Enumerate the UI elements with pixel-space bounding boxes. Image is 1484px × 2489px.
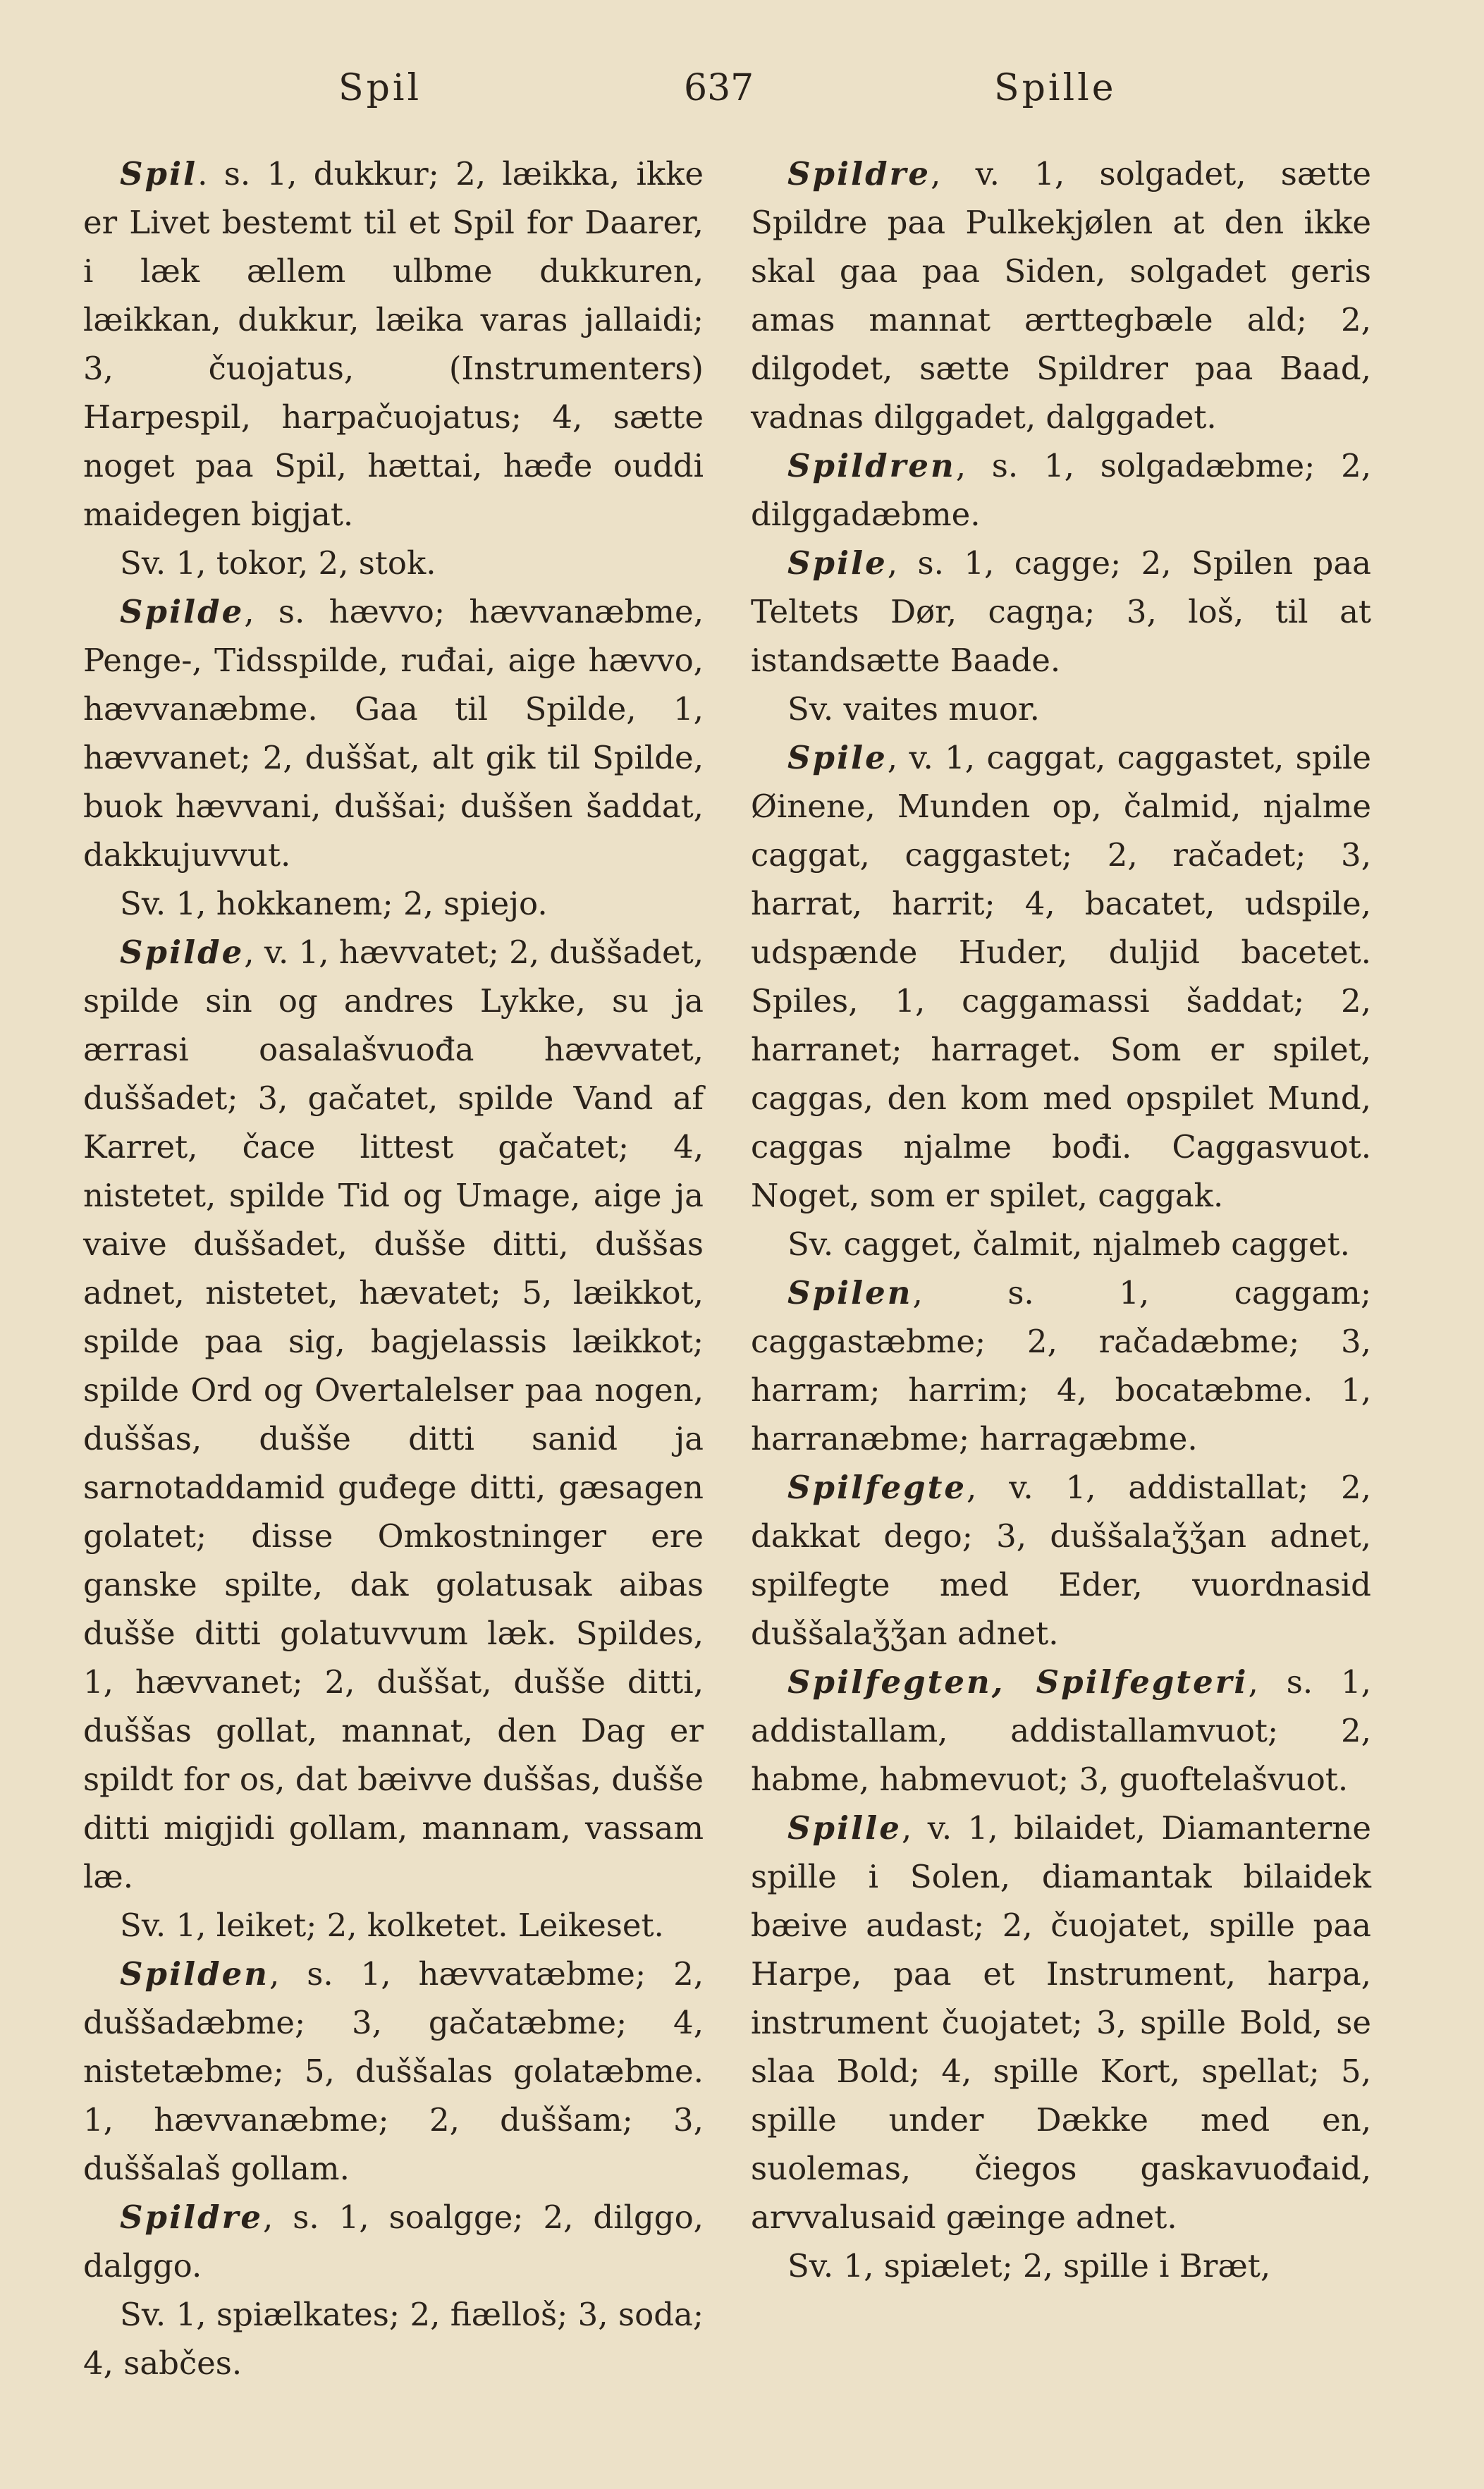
left-column (83, 149, 704, 2387)
header-left-guideword: Spil (338, 67, 422, 109)
entry-spilfegten: Spilfegten, Spilfegteri, s. 1, addistallam, addistallamvuot; 2, habme, habmevuot; 3, guoftelašvuot. (751, 1663, 1371, 1798)
sv-note: Sv. 1, spiælet; 2, spille i Bræt, (787, 2247, 1271, 2285)
running-header (0, 67, 1484, 123)
sv-note: Sv. 1, spiælkates; 2, fiælloš; 3, soda; 4, sabčes. (83, 2296, 704, 2382)
sv-note: Sv. 1, leiket; 2, kolketet. Leikeset. (120, 1907, 664, 1944)
header-right-guideword: Spille (994, 67, 1117, 109)
entry-spil: Spil. s. 1, dukkur; 2, læikka, ikke er Livet bestemt til et Spil for Daarer, i læk ællem ulbme dukkuren, læikkan, dukkur, læika varas jallaidi; 3, čuojatus, (Instrumenters) Harpespil, harpačuojatus; 4, sætte noget paa Spil, hættai, hæđe ouddi maidegen bigjat. (83, 155, 704, 533)
sv-note: Sv. 1, tokor, 2, stok. (120, 544, 436, 582)
entry-spildre-noun: Spildre, s. 1, soalgge; 2, dilggo, dalggo. (83, 2198, 704, 2285)
entry-spilden: Spilden, s. 1, hævvatæbme; 2, duššadæbme; 3, gačatæbme; 4, nistetæbme; 5, duššalas golatæbme. 1, hævvanæbme; 2, duššam; 3, duššalaš gollam. (83, 1955, 704, 2187)
entry-spildre-verb: Spildre, v. 1, solgadet, sætte Spildre paa Pulkekjølen at den ikke skal gaa paa Siden, solgadet geris amas mannat ærttegbæle ald; 2, dilgodet, sætte Spildrer paa Baad, vadnas dilggadet, dalggadet. (751, 155, 1371, 436)
entry-spilde-noun: Spilde, s. hævvo; hævvanæbme, Penge-, Tidsspilde, ruđai, aige hævvo, hævvanæbme. Gaa til Spilde, 1, hævvanet; 2, duššat, alt gik til Spilde, buok hævvani, duššai; duššen šaddat, dakkujuvvut. (83, 593, 704, 874)
entry-spilen: Spilen, s. 1, caggam; caggastæbme; 2, račadæbme; 3, harram; harrim; 4, bocatæbme. 1, harranæbme; harragæbme. (751, 1274, 1371, 1457)
sv-note: Sv. cagget, čalmit, njalmeb cagget. (787, 1225, 1350, 1263)
entry-spildren: Spildren, s. 1, solgadæbme; 2, dilggadæbme. (751, 447, 1371, 533)
sv-note: Sv. vaites muor. (787, 690, 1040, 728)
entry-spile-verb: Spile, v. 1, caggat, caggastet, spile Øinene, Munden op, čalmid, njalme caggat, caggastet; 2, račadet; 3, harrat, harrit; 4, bacatet, udspile, udspænde Huder, duljid bacetet. Spiles, 1, caggamassi šaddat; 2, harranet; harraget. Som er spilet, caggas, den kom med opspilet Mund, caggas njalme bođi. Caggasvuot. Noget, som er spilet, caggak. (751, 739, 1371, 1214)
entry-spille: Spille, v. 1, bilaidet, Diamanterne spille i Solen, diamantak bilaidek bæive audast; 2, čuojatet, spille paa Harpe, paa et Instrument, harpa, instrument čuojatet; 3, spille Bold, se slaa Bold; 4, spille Kort, spellat; 5, spille under Dække med en, suolemas, čiegos gaskavuođaid, arvvalusaid gæinge adnet. (751, 1809, 1371, 2236)
right-column (751, 149, 1371, 2290)
entry-spilde-verb: Spilde, v. 1, hævvatet; 2, duššadet, spilde sin og andres Lykke, su ja ærrasi oasalašvuođa hævvatet, duššadet; 3, gačatet, spilde Vand af Karret, čace littest gačatet; 4, nistetet, spilde Tid og Umage, aige ja vaive duššadet, dušše ditti, duššas adnet, nistetet, hævatet; 5, læikkot, spilde paa sig, bagjelassis læikkot; spilde Ord og Overtalelser paa nogen, duššas, dušše ditti sanid ja sarnotaddamid guđege ditti, gæsagen golatet; disse Omkostninger ere ganske spilte, dak golatusak aibas dušše ditti golatuvvum læk. Spildes, 1, hævvanet; 2, duššat, dušše ditti, duššas gollat, mannat, den Dag er spildt for os, dat bæivve duššas, dušše ditti migjidi gollam, mannam, vassam læ. (83, 934, 704, 1895)
entry-spilfegte: Spilfegte, v. 1, addistallat; 2, dakkat dego; 3, duššalaǯǯan adnet, spilfegte med Eder, vuordnasid duššalaǯǯan adnet. (751, 1469, 1371, 1652)
entry-spile-noun: Spile, s. 1, cagge; 2, Spilen paa Teltets Dør, cagŋa; 3, loš, til at istandsætte Baade. (751, 544, 1371, 679)
sv-note: Sv. 1, hokkanem; 2, spiejo. (120, 885, 548, 922)
page-number: 637 (684, 67, 754, 109)
